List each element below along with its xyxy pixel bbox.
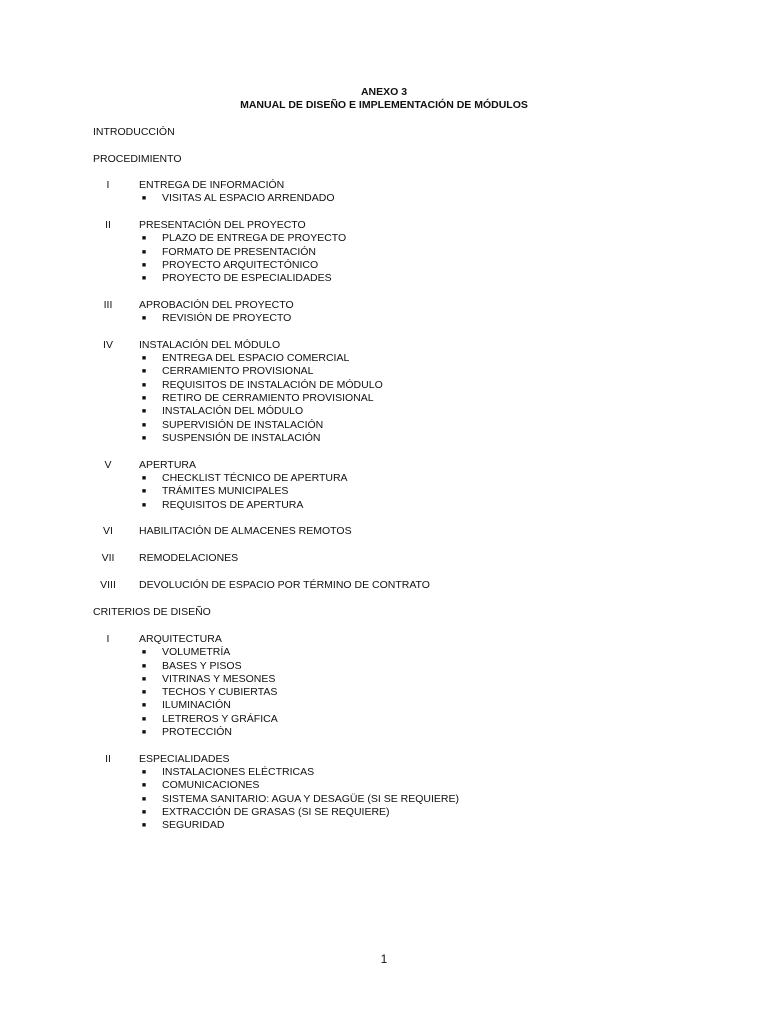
section-procedimiento: PROCEDIMIENTO	[93, 153, 182, 165]
sub-item-label: COMUNICACIONES	[162, 779, 260, 792]
roman-numeral: V	[104, 458, 112, 471]
sub-item-label: PLAZO DE ENTREGA DE PROYECTO	[162, 232, 347, 245]
square-bullet-icon: ■	[141, 395, 147, 403]
square-bullet-icon: ■	[141, 715, 147, 723]
sub-item-label: EXTRACCIÓN DE GRASAS (SI SE REQUIERE)	[162, 805, 390, 818]
square-bullet-icon: ■	[141, 702, 147, 710]
square-bullet-icon: ■	[141, 769, 147, 777]
sub-item-label: ENTREGA DEL ESPACIO COMERCIAL	[162, 352, 350, 365]
square-bullet-icon: ■	[141, 782, 147, 790]
square-bullet-icon: ■	[141, 275, 147, 283]
document-title: MANUAL DE DISEÑO E IMPLEMENTACIÓN DE MÓDULOS	[240, 99, 528, 111]
sub-item-label: BASES Y PISOS	[162, 659, 242, 672]
sub-item-label: SEGURIDAD	[162, 819, 225, 832]
roman-numeral: I	[106, 179, 110, 191]
square-bullet-icon: ■	[141, 649, 147, 657]
roman-numeral: III	[103, 298, 113, 311]
section-introduccion: INTRODUCCIÓN	[93, 126, 175, 138]
square-bullet-icon: ■	[141, 474, 147, 482]
sub-item-label: ILUMINACIÓN	[162, 699, 231, 712]
square-bullet-icon: ■	[141, 261, 147, 269]
sub-item	[0, 272, 768, 285]
sub-item-label: REVISIÓN DE PROYECTO	[162, 312, 292, 325]
outline-item	[0, 219, 768, 232]
sub-item-label: REQUISITOS DE APERTURA	[162, 498, 304, 511]
sub-item	[0, 259, 768, 272]
sub-item	[0, 713, 768, 726]
square-bullet-icon: ■	[141, 729, 147, 737]
sub-item-label: CERRAMIENTO PROVISIONAL	[162, 365, 314, 378]
square-bullet-icon: ■	[141, 675, 147, 683]
sub-item-label: PROYECTO ARQUITECTÓNICO	[162, 258, 319, 271]
outline-item-title: ESPECIALIDADES	[139, 752, 230, 765]
sub-item	[0, 246, 768, 259]
roman-numeral: I	[106, 633, 110, 645]
criterios-list	[0, 633, 768, 833]
outline-item	[0, 299, 768, 312]
square-bullet-icon: ■	[141, 795, 147, 803]
square-bullet-icon: ■	[141, 195, 147, 203]
square-bullet-icon: ■	[141, 822, 147, 830]
roman-numeral: II	[105, 752, 111, 765]
outline-item	[0, 525, 768, 538]
sub-item	[0, 365, 768, 378]
sub-item	[0, 192, 768, 205]
sub-item	[0, 766, 768, 779]
sub-item	[0, 499, 768, 512]
outline-item-title: ENTREGA DE INFORMACIÓN	[139, 179, 285, 191]
sub-item-label: SISTEMA SANITARIO: AGUA Y DESAGÜE (SI SE REQUIERE)	[162, 792, 459, 805]
sub-item	[0, 793, 768, 806]
outline-item-title: ARQUITECTURA	[139, 633, 222, 645]
outline-item-title: APERTURA	[139, 458, 196, 471]
sub-item-label: FORMATO DE PRESENTACIÓN	[162, 245, 317, 258]
square-bullet-icon: ■	[141, 355, 147, 363]
sub-item	[0, 432, 768, 445]
sub-item-label: VISITAS AL ESPACIO ARRENDADO	[162, 192, 335, 205]
sub-item	[0, 686, 768, 699]
outline-item	[0, 552, 768, 565]
roman-numeral: VI	[103, 525, 113, 538]
square-bullet-icon: ■	[141, 368, 147, 376]
square-bullet-icon: ■	[141, 248, 147, 256]
square-bullet-icon: ■	[141, 235, 147, 243]
sub-item-label: INSTALACIÓN DEL MÓDULO	[162, 405, 304, 418]
outline-item-title: APROBACIÓN DEL PROYECTO	[139, 298, 294, 311]
sub-item	[0, 419, 768, 432]
sub-item-label: INSTALACIONES ELÉCTRICAS	[162, 766, 315, 779]
sub-item	[0, 379, 768, 392]
sub-item	[0, 779, 768, 792]
sub-item	[0, 485, 768, 498]
outline-item	[0, 459, 768, 472]
outline-item-title: DEVOLUCIÓN DE ESPACIO POR TÉRMINO DE CONTRATO	[139, 578, 430, 591]
sub-item-label: LETREROS Y GRÁFICA	[162, 712, 278, 725]
sub-item	[0, 726, 768, 739]
sub-item	[0, 352, 768, 365]
sub-item	[0, 232, 768, 245]
sub-item-label: CHECKLIST TÉCNICO DE APERTURA	[162, 471, 348, 484]
outline-item	[0, 753, 768, 766]
square-bullet-icon: ■	[141, 488, 147, 496]
square-bullet-icon: ■	[141, 381, 147, 389]
outline-item-title: PRESENTACIÓN DEL PROYECTO	[139, 218, 306, 231]
roman-numeral: II	[105, 218, 111, 231]
square-bullet-icon: ■	[141, 808, 147, 816]
square-bullet-icon: ■	[141, 689, 147, 697]
sub-item-label: REQUISITOS DE INSTALACIÓN DE MÓDULO	[162, 378, 383, 391]
sub-item	[0, 699, 768, 712]
sub-item-label: TRÁMITES MUNICIPALES	[162, 485, 289, 498]
roman-numeral: IV	[103, 338, 113, 351]
square-bullet-icon: ■	[141, 434, 147, 442]
sub-item	[0, 312, 768, 325]
square-bullet-icon: ■	[141, 408, 147, 416]
outline-item-title: REMODELACIONES	[139, 551, 239, 564]
roman-numeral: VII	[101, 551, 115, 564]
page-number: 1	[380, 952, 388, 966]
sub-item	[0, 660, 768, 673]
outline-item-title: HABILITACIÓN DE ALMACENES REMOTOS	[139, 525, 352, 538]
outline-item	[0, 339, 768, 352]
sub-item-label: VOLUMETRÍA	[162, 646, 231, 659]
roman-numeral: VIII	[100, 578, 116, 591]
outline-item	[0, 633, 768, 646]
sub-item	[0, 806, 768, 819]
sub-item	[0, 472, 768, 485]
sub-item-label: SUSPENSIÓN DE INSTALACIÓN	[162, 431, 321, 444]
section-criterios: CRITERIOS DE DISEÑO	[93, 606, 211, 618]
sub-item	[0, 819, 768, 832]
sub-item	[0, 673, 768, 686]
square-bullet-icon: ■	[141, 662, 147, 670]
sub-item	[0, 405, 768, 418]
outline-item	[0, 579, 768, 592]
sub-item-label: RETIRO DE CERRAMIENTO PROVISIONAL	[162, 392, 374, 405]
sub-item-label: VITRINAS Y MESONES	[162, 672, 276, 685]
outline-item-title: INSTALACIÓN DEL MÓDULO	[139, 338, 281, 351]
sub-item	[0, 392, 768, 405]
square-bullet-icon: ■	[141, 501, 147, 509]
sub-item-label: PROYECTO DE ESPECIALIDADES	[162, 272, 332, 285]
sub-item-label: SUPERVISIÓN DE INSTALACIÓN	[162, 418, 324, 431]
square-bullet-icon: ■	[141, 315, 147, 323]
annex-label: ANEXO 3	[360, 86, 408, 98]
procedimiento-list	[0, 179, 768, 592]
sub-item-label: PROTECCIÓN	[162, 726, 233, 739]
square-bullet-icon: ■	[141, 421, 147, 429]
outline-item	[0, 179, 768, 192]
sub-item-label: TECHOS Y CUBIERTAS	[162, 686, 278, 699]
sub-item	[0, 646, 768, 659]
